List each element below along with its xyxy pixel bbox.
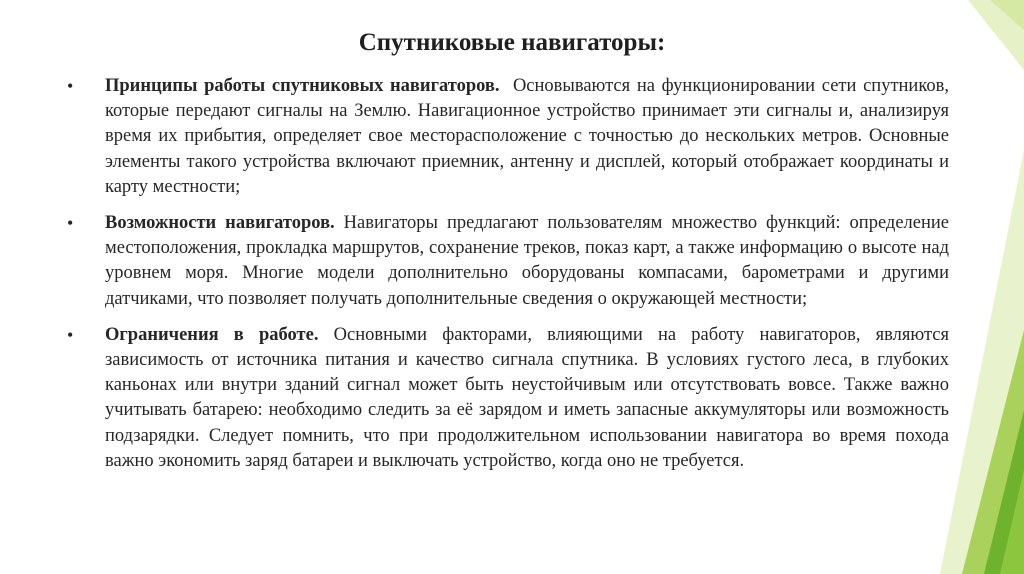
item-heading: Принципы работы спутниковых навигаторов. xyxy=(105,76,500,96)
bullet-marker: • xyxy=(67,213,74,234)
item-text: Основными факторами, влияющими на работу навигаторов, являются зависимость от источника питания и качество сигнала спутника. В условиях густого леса, в глубоких каньонах или внутри зданий сигнал может быть неустойчивым или отсутствовать вовсе. Также важно учитывать батарею: необходимо следить за её зарядом и иметь запасные аккумуляторы или возможность подзарядки. Следует помнить, что при продолжительном использовании навигатора во время похода важно экономить заряд батареи и выключать устройство, когда оно не требуется. xyxy=(105,324,950,471)
list-item-capabilities xyxy=(63,211,949,312)
slide-title: Спутниковые навигаторы: xyxy=(358,29,666,56)
list-item-principles xyxy=(63,74,949,200)
bullet-marker: • xyxy=(67,76,74,96)
item-text: Навигаторы предлагают пользователям множество функций: определение местоположения, прокладка маршрутов, сохранение треков, показ карт, а также информацию о высоте над уровнем моря. Многие модели дополнительно оборудованы компасами, барометрами и другими датчиками, что позволяет получать дополнительные сведения о окружающей местности; xyxy=(105,213,949,309)
list-item-limitations xyxy=(63,323,949,474)
bullet-list xyxy=(63,74,949,485)
bullet-marker: • xyxy=(67,324,74,345)
item-text: Основываются на функционировании сети спутников, которые передают сигналы на Землю. Навигационное устройство принимает эти сигналы и, анализируя время их прибытия, определяет свое месторасположение с точностью до нескольких метров. Основные элементы такого устройства включают приемник, антенну и дисплей, который отображает координаты и карту местности; xyxy=(105,76,949,197)
item-heading: Возможности навигаторов. xyxy=(105,213,335,234)
item-heading: Ограничения в работе. xyxy=(105,324,319,345)
